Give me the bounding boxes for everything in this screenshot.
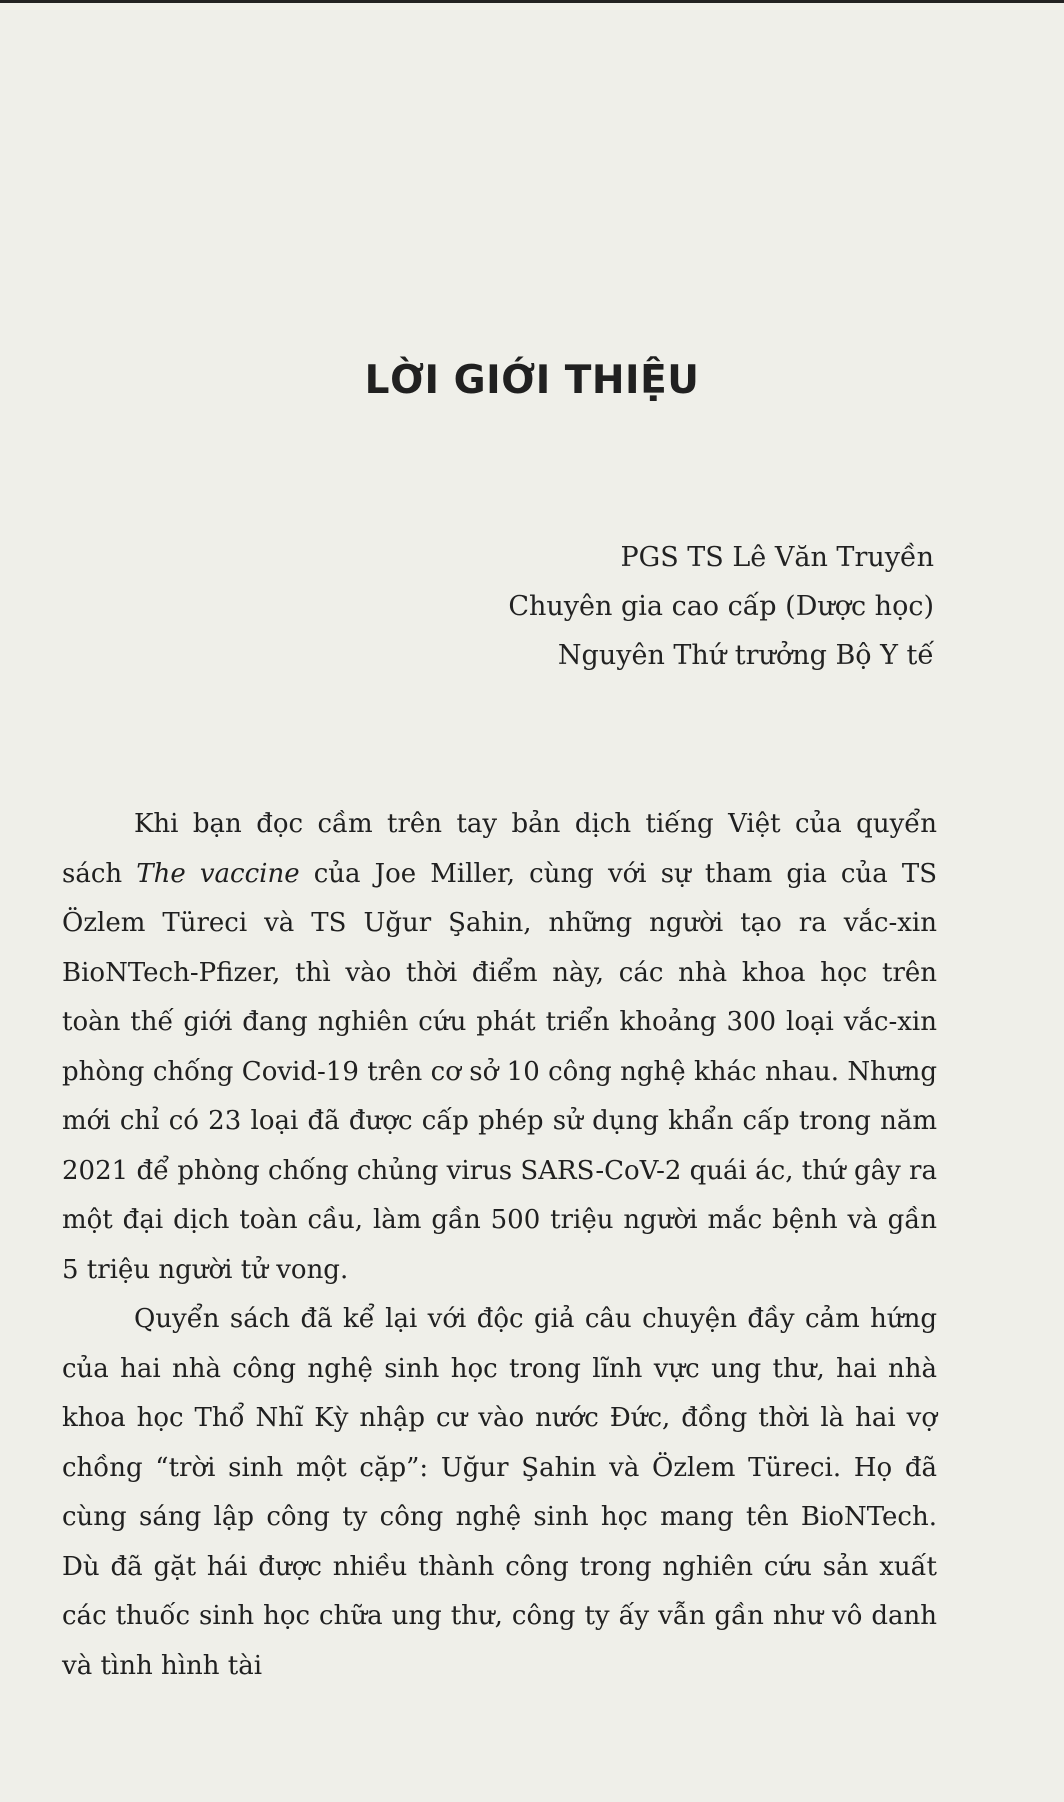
author-block bbox=[374, 533, 934, 680]
book-title: The vaccine bbox=[136, 858, 300, 889]
paragraph-1 bbox=[62, 800, 937, 1295]
chapter-heading: LỜI GIỚI THIỆU bbox=[364, 358, 700, 403]
paragraph-1-end: của Joe Miller, cùng với sự tham gia của TS Özlem Türeci và TS Uğur Şahin, những người tạo ra vắc-xin BioNTech-Pfizer, thì vào thời điểm này, các nhà khoa học trên toàn thế giới đang nghiên cứu phát triển khoảng 300 loại vắc-xin phòng chống Covid-19 trên cơ sở 10 công nghệ khác nhau. Nhưng mới chỉ có 23 loại đã được cấp phép sử dụng khẩn cấp trong năm 2021 để phòng chống chủng virus SARS-CoV-2 quái ác, thứ gây ra một đại dịch toàn cầu, làm gần 500 triệu người mắc bệnh và gần 5 triệu người tử vong. bbox=[62, 858, 938, 1285]
paragraph-1-start: Khi bạn đọc cầm trên tay bản dịch tiếng Việt của quyển sách bbox=[62, 809, 937, 889]
body-text bbox=[62, 800, 937, 1691]
author-name: PGS TS Lê Văn Truyền bbox=[620, 542, 934, 573]
paragraph-2: Quyển sách đã kể lại với độc giả câu chuyện đầy cảm hứng của hai nhà công nghệ sinh học trong lĩnh vực ung thư, hai nhà khoa học Thổ Nhĩ Kỳ nhập cư vào nước Đức, đồng thời là hai vợ chồng “trời sinh một cặp”: Uğur Şahin và Özlem Türeci. Họ đã cùng sáng lập công ty công nghệ sinh học mang tên BioNTech. Dù đã gặt hái được nhiều thành công trong nghiên cứu sản xuất các thuốc sinh học chữa ung thư, công ty ấy vẫn gần như vô danh và tình hình tài bbox=[62, 1304, 937, 1681]
author-role: Chuyên gia cao cấp (Dược học) bbox=[508, 591, 934, 622]
author-position: Nguyên Thứ trưởng Bộ Y tế bbox=[557, 640, 934, 671]
top-border bbox=[0, 0, 1064, 3]
